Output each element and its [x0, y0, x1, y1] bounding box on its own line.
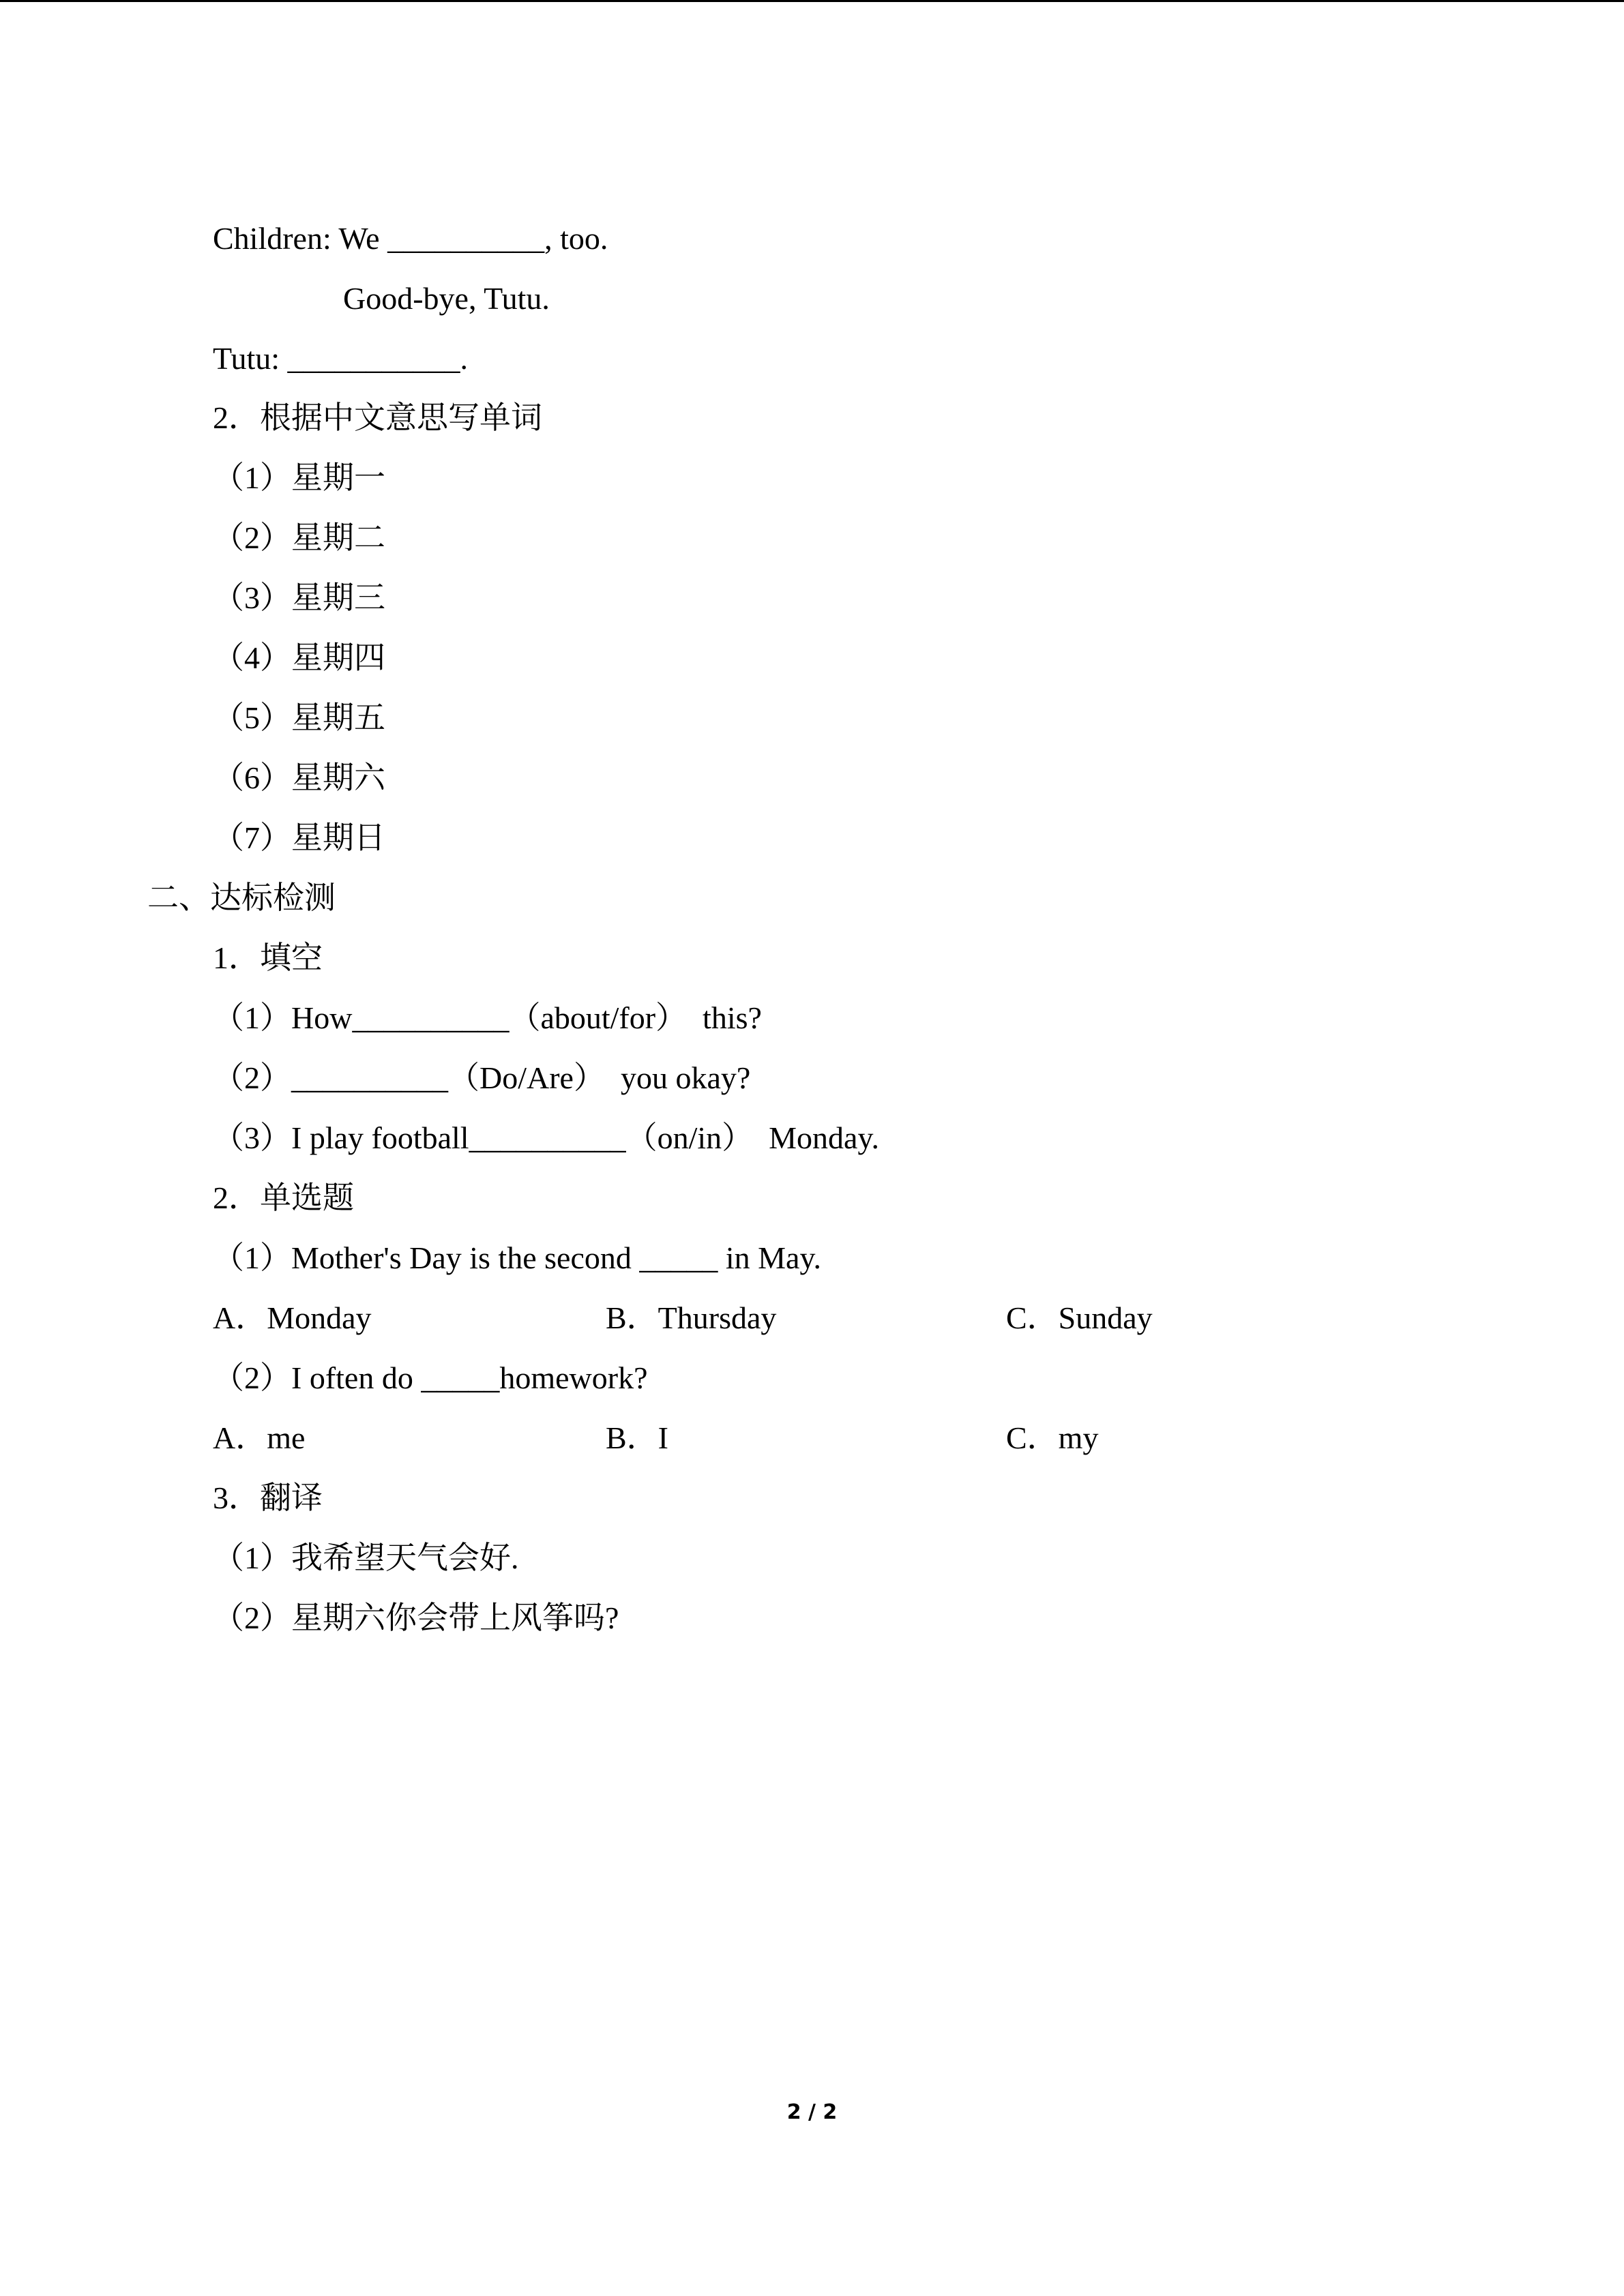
list-item: （3）I play football__________（on/in） Monday. [213, 1120, 879, 1155]
list-item: （2）星期二 [213, 520, 385, 555]
list-item: （5）星期五 [213, 700, 385, 735]
option-a: A．Monday [213, 1300, 372, 1335]
dialogue-children-line: Children: We __________, too. [213, 221, 608, 256]
list-item: （7）星期日 [213, 820, 385, 855]
question-stem: （1）Mother's Day is the second _____ in May. [213, 1240, 821, 1275]
option-b: B．I [606, 1420, 668, 1455]
list-item: （3）星期三 [213, 580, 385, 615]
list-item: （4）星期四 [213, 640, 385, 675]
list-item: （6）星期六 [213, 760, 385, 795]
option-b: B．Thursday [606, 1300, 777, 1335]
list-item: （2）__________（Do/Are） you okay? [213, 1060, 751, 1095]
top-border-line [0, 0, 1624, 2]
list-item: （1）星期一 [213, 460, 385, 495]
list-item: （2）星期六你会带上风筝吗? [213, 1600, 619, 1635]
section-heading: 二、达标检测 [147, 880, 336, 915]
dialogue-tutu-line: Tutu: ___________. [213, 341, 469, 376]
question-title: 2．单选题 [213, 1180, 354, 1215]
option-c: C．Sunday [1006, 1300, 1153, 1335]
list-item: （1）How__________（about/for） this? [213, 1000, 762, 1035]
page-number: 2 / 2 [786, 2100, 838, 2124]
dialogue-goodbye-line: Good-bye, Tutu. [343, 281, 550, 316]
option-c: C．my [1006, 1420, 1099, 1455]
question-stem: （2）I often do _____homework? [213, 1360, 648, 1395]
question-title: 3．翻译 [213, 1480, 323, 1515]
question-title: 2．根据中文意思写单词 [213, 400, 542, 435]
question-title: 1．填空 [213, 940, 323, 975]
option-a: A．me [213, 1420, 306, 1455]
list-item: （1）我希望天气会好. [213, 1540, 519, 1575]
